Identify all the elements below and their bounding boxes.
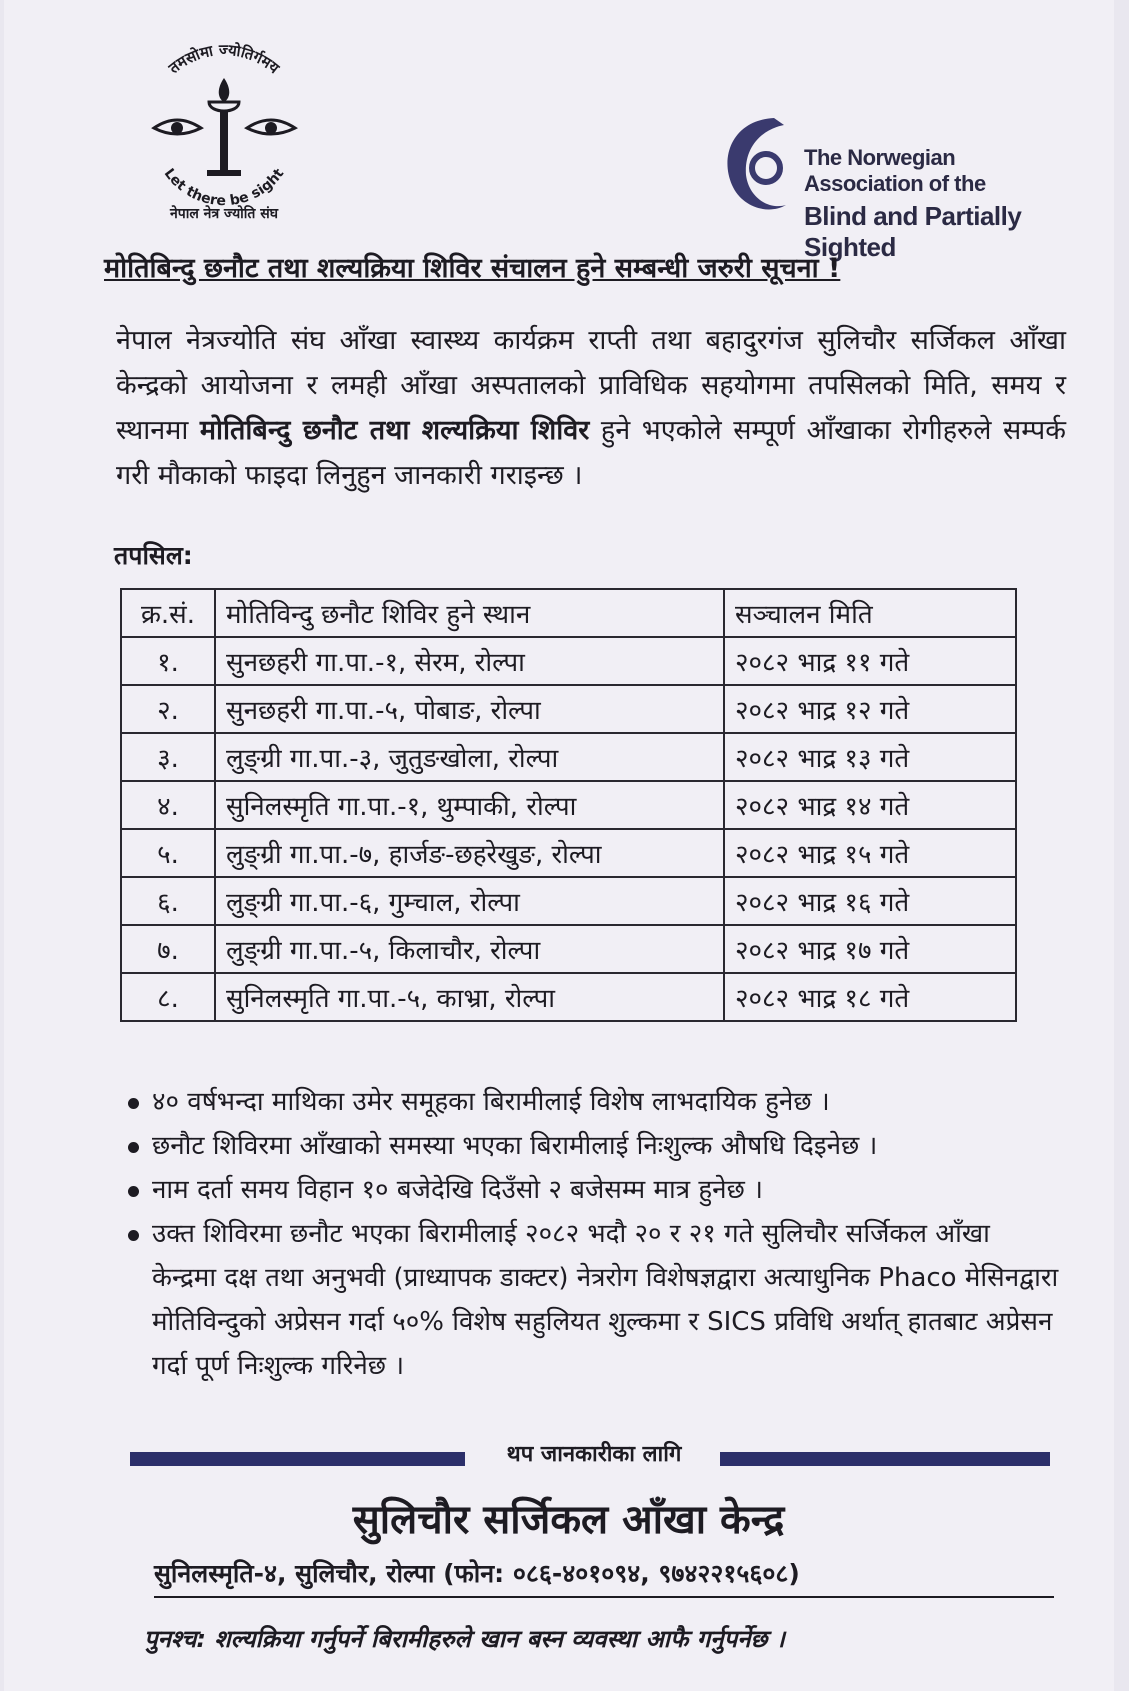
intro-paragraph (116, 318, 1066, 498)
nnjs-logo (109, 40, 339, 230)
intro-text-1: नेपाल नेत्रज्योति संघ आँखा स्वास्थ्य कार्यक्रम राप्ती तथा बहादुरगंज सुलिचौर सर्जिकल आँखा केन्द्रको आयोजना र लमही आँखा अस्पतालको प्राविधिक सहयोगमा तपसिलको मिति, समय र स्थानमा (116, 325, 1066, 446)
row-sn: ५. (121, 829, 215, 877)
organization-name: सुलिचौर सर्जिकल आँखा केन्द्र (352, 1497, 785, 1543)
row-place: लुङ्ग्री गा.पा.-५, किलाचौर, रोल्पा (215, 925, 724, 973)
logo-org-text: नेपाल नेत्र ज्योति संघ (169, 206, 279, 222)
header-date: सञ्चालन मिति (724, 589, 1016, 637)
more-info-divider (130, 1438, 1050, 1472)
intro-text-2: हुने भएकोले सम्पूर्ण आँखाका रोगीहरुले सम्पर्क गरी मौकाको फाइदा लिनुहुन जानकारी गराइन्छ । (116, 415, 1066, 491)
organization-address: सुनिलस्मृति-४, सुलिचौर, रोल्पा (फोन: ०८६-४०१०९४, ९७४२२१५६०८) (154, 1556, 1054, 1598)
tapasil-label: तपसिल: (114, 541, 193, 570)
row-place: सुनछहरी गा.पा.-५, पोबाङ, रोल्पा (215, 685, 724, 733)
row-date: २०८२ भाद्र १६ गते (724, 877, 1016, 925)
camp-schedule-table (120, 588, 1017, 1022)
nabps-logo (714, 110, 1074, 262)
table-row (121, 973, 1016, 1021)
row-date: २०८२ भाद्र ११ गते (724, 637, 1016, 685)
table-row (121, 925, 1016, 973)
row-sn: १. (121, 637, 215, 685)
flame-icon (219, 78, 230, 102)
row-place: सुनछहरी गा.पा.-१, सेरम, रोल्पा (215, 637, 724, 685)
table-row (121, 685, 1016, 733)
note-item: ४० वर्षभन्दा माथिका उमेर समूहका बिरामीलाई विशेष लाभदायिक हुनेछ । (124, 1080, 1059, 1124)
header-sn: क्र.सं. (121, 589, 215, 637)
intro-text-bold: मोतिबिन्दु छनौट तथा शल्यक्रिया शिविर (199, 415, 590, 446)
row-sn: ३. (121, 733, 215, 781)
row-date: २०८२ भाद्र १२ गते (724, 685, 1016, 733)
row-place: लुङ्ग्री गा.पा.-६, गुम्चाल, रोल्पा (215, 877, 724, 925)
note-item: नाम दर्ता समय विहान १० बजेदेखि दिउँसो २ बजेसम्म मात्र हुनेछ । (124, 1168, 1059, 1212)
row-place: लुङ्ग्री गा.पा.-७, हार्जङ-छहरेखुङ, रोल्पा (215, 829, 724, 877)
row-date: २०८२ भाद्र १३ गते (724, 733, 1016, 781)
row-sn: ७. (121, 925, 215, 973)
notice-sheet (4, 0, 1114, 1691)
row-place: सुनिलस्मृति गा.पा.-५, काभ्रा, रोल्पा (215, 973, 724, 1021)
lamp-icon (209, 102, 239, 111)
row-date: २०८२ भाद्र १४ गते (724, 781, 1016, 829)
row-sn: २. (121, 685, 215, 733)
row-place: सुनिलस्मृति गा.पा.-१, थुम्पाकी, रोल्पा (215, 781, 724, 829)
postscript-note: पुनश्च: शल्यक्रिया गर्नुपर्ने बिरामीहरुले खान बस्न व्यवस्था आफै गर्नुपर्नेछ । (144, 1625, 785, 1653)
row-date: २०८२ भाद्र १५ गते (724, 829, 1016, 877)
table-row (121, 781, 1016, 829)
row-sn: ६. (121, 877, 215, 925)
nabps-name-line1: The Norwegian Association of the (804, 145, 986, 196)
row-sn: ८. (121, 973, 215, 1021)
notes-list (124, 1080, 1059, 1388)
note-item: उक्त शिविरमा छनौट भएका बिरामीलाई २०८२ भदौ २० र २१ गते सुलिचौर सर्जिकल आँखा केन्द्रमा दक्ष तथा अनुभवी (प्राध्यापक डाक्टर) नेत्ररोग विशेषज्ञद्वारा अत्याधुनिक Phaco मेसिनद्वारा मोतिविन्दुको अप्रेसन गर्दा ५०% विशेष सहुलियत शुल्कमा र SICS प्रविधि अर्थात् हातबाट अप्रेसन गर्दा पूर्ण निःशुल्क गरिनेछ । (124, 1212, 1059, 1388)
row-date: २०८२ भाद्र १७ गते (724, 925, 1016, 973)
table-row (121, 829, 1016, 877)
note-item: छनौट शिविरमा आँखाको समस्या भएका बिरामीलाई निःशुल्क औषधि दिइनेछ । (124, 1124, 1059, 1168)
header-place: मोतिविन्दु छनौट शिविर हुने स्थान (215, 589, 724, 637)
row-place: लुङ्ग्री गा.पा.-३, जुतुङखोला, रोल्पा (215, 733, 724, 781)
row-date: २०८२ भाद्र १८ गते (724, 973, 1016, 1021)
nabps-name-line2: Blind and Partially Sighted (804, 201, 1022, 262)
nabps-swirl-icon (714, 110, 794, 220)
logo-arc-top: तमसोमा ज्योतिर्गमय (165, 40, 283, 78)
notice-heading: मोतिबिन्दु छनौट तथा शल्यक्रिया शिविर संचालन हुने सम्बन्धी जरुरी सूचना ! (104, 253, 841, 284)
more-info-label: थप जानकारीका लागि (506, 1442, 682, 1467)
table-row (121, 637, 1016, 685)
table-row (121, 733, 1016, 781)
divider-bar-right (720, 1452, 1050, 1466)
table-header-row (121, 589, 1016, 637)
row-sn: ४. (121, 781, 215, 829)
table-row (121, 877, 1016, 925)
svg-text:तमसोमा ज्योतिर्गमय (164, 41, 283, 78)
divider-bar-left (130, 1452, 465, 1466)
logo-arc-bottom: Let there be sight (160, 165, 288, 210)
